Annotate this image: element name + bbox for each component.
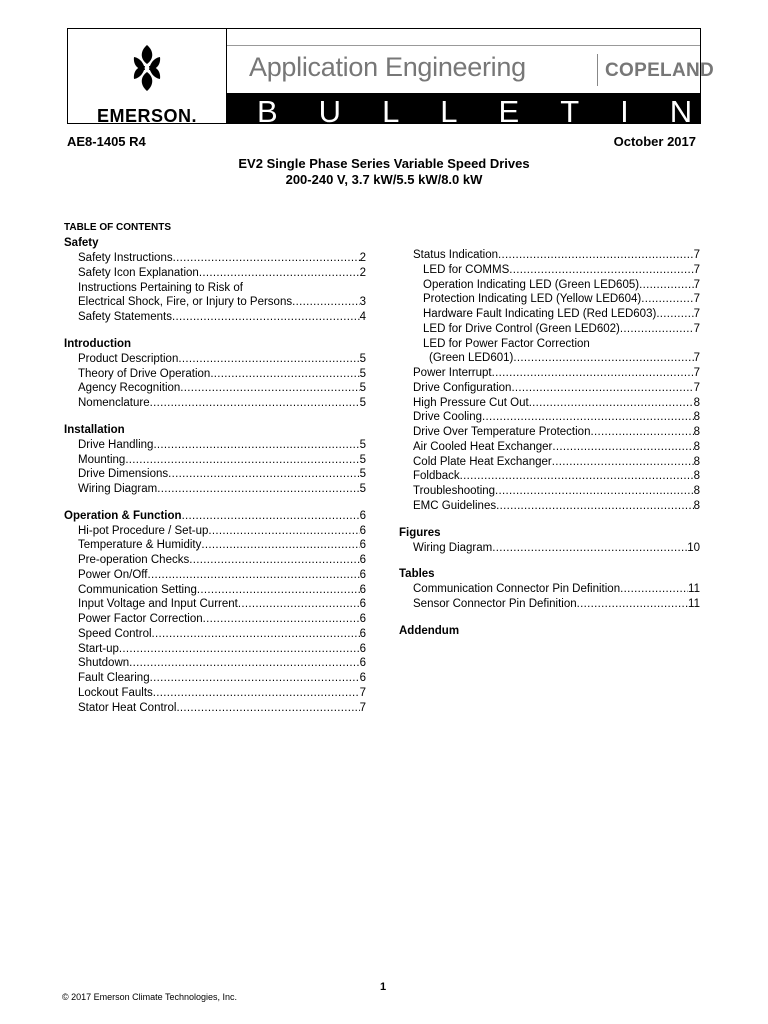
toc-dot-leader (656, 307, 693, 322)
document-title-line-1: EV2 Single Phase Series Variable Speed Drives (238, 156, 530, 171)
toc-entry-communication-connector-pin-definition[interactable] (399, 582, 700, 597)
toc-entry-page: 6 (359, 568, 366, 581)
toc-entry-shutdown[interactable] (64, 656, 366, 671)
toc-entry-foldback[interactable] (399, 469, 700, 484)
toc-entry-title: Wiring Diagram (78, 483, 158, 495)
toc-entry-title: Drive Handling (78, 438, 154, 451)
toc-entry-page: 2 (359, 252, 366, 264)
toc-entry-page: 7 (693, 352, 700, 365)
toc-entry-title: Foldback (413, 470, 460, 483)
toc-entry-title: Power On/Off (78, 568, 148, 581)
toc-dot-leader (529, 396, 694, 411)
toc-entry-title: Stator Heat Control (78, 701, 177, 714)
toc-entry-title: Input Voltage and Input Current (78, 598, 238, 611)
toc-dot-leader (178, 352, 359, 367)
toc-entry-page: 7 (693, 293, 700, 306)
toc-entry-title: EMC Guidelines (413, 499, 497, 512)
toc-dot-leader (153, 438, 359, 453)
toc-entry-title: Electrical Shock, Fire, or Injury to Persons (78, 296, 293, 309)
document-id: AE8-1405 R4 (67, 134, 146, 149)
toc-entry-page: 5 (359, 453, 366, 466)
toc-dot-leader (641, 292, 693, 307)
page-number: 1 (380, 981, 387, 993)
toc-dot-leader (172, 310, 360, 325)
emerson-logo-mark-icon (130, 43, 164, 93)
toc-entry-title: Pre-operation Checks (78, 554, 190, 566)
toc-entry-operation-indicating-led-green-led605[interactable] (399, 278, 700, 293)
toc-entry-title: Safety Instructions (78, 252, 173, 264)
toc-entry-sensor-connector-pin-definition[interactable] (399, 597, 700, 612)
toc-dot-leader (292, 295, 359, 310)
toc-dot-leader (492, 366, 694, 381)
toc-entry-wiring-diagram[interactable] (64, 482, 366, 497)
toc-entry-communication-setting[interactable] (64, 583, 366, 598)
bulletin-header (67, 28, 734, 129)
toc-entry-page: 5 (359, 438, 366, 451)
toc-entry-title: Theory of Drive Operation (78, 367, 211, 380)
toc-entry-title: High Pressure Cut Out (413, 396, 529, 409)
toc-entry-page: 7 (693, 367, 700, 379)
toc-entry-electrical-shock-fire-or-injury-to-persons[interactable] (64, 295, 366, 310)
emerson-logo (68, 29, 227, 126)
toc-entry-input-voltage-and-input-current[interactable] (64, 597, 366, 612)
toc-entry-page: 7 (693, 263, 700, 276)
toc-entry-title: Product Description (78, 352, 179, 365)
toc-dot-leader (590, 425, 693, 440)
toc-entry-page: 10 (687, 541, 700, 554)
toc-entry-drive-handling[interactable] (64, 438, 366, 453)
toc-entry-status-indication[interactable] (399, 248, 700, 263)
toc-entry-text: LED for Power Factor Correction (423, 337, 590, 350)
toc-entry-page: 7 (359, 686, 366, 699)
toc-entry-title: Lockout Faults (78, 686, 153, 699)
toc-entry-page: 8 (693, 470, 700, 483)
toc-dot-leader (511, 381, 693, 396)
toc-entry-drive-dimensions[interactable] (64, 467, 366, 482)
toc-entry-emc-guidelines[interactable] (399, 499, 700, 514)
toc-dot-leader (238, 597, 360, 612)
toc-dot-leader (199, 266, 360, 281)
toc-entry-page: 5 (359, 382, 366, 395)
toc-dot-leader (182, 509, 360, 524)
toc-entry-title: Power Factor Correction (78, 613, 203, 625)
toc-entry-agency-recognition[interactable] (64, 381, 366, 396)
toc-dot-leader (150, 396, 360, 411)
toc-entry-title: Status Indication (413, 249, 499, 261)
toc-entry-page: 6 (359, 613, 366, 625)
toc-entry-safety-instructions[interactable] (64, 251, 366, 266)
toc-section-figures: Figures (399, 526, 441, 539)
toc-entry-page: 8 (693, 455, 700, 468)
toc-entry-page: 8 (693, 485, 700, 497)
toc-entry-theory-of-drive-operation[interactable] (64, 367, 366, 382)
copyright-notice: © 2017 Emerson Climate Technologies, Inc. (62, 992, 238, 1002)
toc-dot-leader (201, 538, 359, 553)
toc-dot-leader (168, 467, 359, 482)
toc-entry-title: Drive Dimensions (78, 468, 169, 481)
toc-entry-safety-icon-explanation[interactable] (64, 266, 366, 281)
toc-entry-page: 5 (359, 468, 366, 481)
bulletin-text: BULLETIN (257, 94, 734, 129)
toc-dot-leader (147, 568, 359, 583)
toc-entry-high-pressure-cut-out[interactable] (399, 396, 700, 411)
toc-entry-title: Fault Clearing (78, 672, 150, 684)
toc-entry-title: Sensor Connector Pin Definition (413, 598, 577, 610)
toc-entry-title: Safety Statements (78, 311, 172, 323)
toc-dot-leader (492, 541, 687, 556)
toc-entry-page: 11 (688, 598, 700, 610)
toc-entry-page: 6 (359, 583, 366, 596)
toc-entry-wiring-diagram[interactable] (399, 541, 700, 556)
toc-section-tables: Tables (399, 568, 435, 581)
toc-entry-title: Drive Configuration (413, 381, 512, 394)
toc-entry-page: 2 (359, 266, 366, 279)
toc-entry-page: 4 (359, 311, 366, 323)
document-date: October 2017 (613, 134, 696, 149)
toc-dot-leader (176, 701, 359, 716)
toc-entry-page: 6 (359, 554, 366, 566)
toc-entry-title: Hardware Fault Indicating LED (Red LED603) (423, 308, 657, 320)
toc-entry-fault-clearing[interactable] (64, 671, 366, 686)
toc-entry-page: 6 (359, 627, 366, 640)
emerson-logo-text: EMERSON. (96, 106, 197, 126)
application-engineering-title: Application Engineering (249, 52, 526, 82)
toc-entry-hi-pot-procedure-set-up[interactable] (64, 524, 366, 539)
toc-dot-leader (210, 367, 359, 382)
toc-dot-leader (577, 597, 688, 612)
toc-entry-speed-control[interactable] (64, 627, 366, 642)
document-title-line-2: 200-240 V, 3.7 kW/5.5 kW/8.0 kW (285, 172, 483, 187)
toc-entry-troubleshooting[interactable] (399, 484, 700, 499)
toc-right-column (399, 248, 700, 639)
toc-entry-product-description[interactable] (64, 352, 366, 367)
toc-entry-page: 7 (693, 322, 700, 335)
toc-dot-leader (157, 482, 359, 497)
toc-entry-page: 8 (693, 411, 700, 424)
toc-entry-page: 7 (693, 308, 700, 320)
toc-entry-title: LED for Drive Control (Green LED602) (423, 322, 620, 335)
brand-divider (597, 54, 598, 86)
toc-entry-title: Hi-pot Procedure / Set-up (78, 524, 209, 537)
toc-dot-leader (150, 671, 360, 686)
toc-entry-title: Speed Control (78, 627, 152, 640)
toc-entry-title: Operation & Function (64, 509, 182, 522)
toc-dot-leader (180, 381, 359, 396)
toc-dot-leader (173, 251, 360, 266)
toc-entry-page: 3 (359, 296, 366, 309)
toc-entry-title: Mounting (78, 453, 126, 466)
toc-entry-title: Temperature & Humidity (78, 539, 202, 552)
toc-entry-page: 11 (688, 583, 700, 596)
toc-dot-leader (208, 524, 359, 539)
toc-entry-title: (Green LED601) (429, 352, 514, 365)
toc-dot-leader (119, 642, 360, 657)
toc-section-installation: Installation (64, 423, 125, 436)
toc-entry-page: 7 (359, 701, 366, 714)
toc-dot-leader (482, 410, 694, 425)
toc-entry-page: 7 (693, 381, 700, 394)
toc-entry-page: 5 (359, 397, 366, 409)
toc-entry-page: 5 (359, 367, 366, 380)
toc-entry-drive-cooling[interactable] (399, 410, 700, 425)
toc-dot-leader (129, 656, 359, 671)
toc-entry-mounting[interactable] (64, 453, 366, 468)
toc-entry-safety-statements[interactable] (64, 310, 366, 325)
toc-entry-title: Air Cooled Heat Exchanger (413, 440, 553, 453)
toc-section-introduction: Introduction (64, 337, 132, 350)
toc-entry-drive-over-temperature-protection[interactable] (399, 425, 700, 440)
toc-entry-protection-indicating-led-yellow-led604[interactable] (399, 292, 700, 307)
application-engineering-banner (227, 45, 715, 93)
toc-entry-text: Instructions Pertaining to Risk of (78, 281, 243, 294)
toc-entry-nomenclature[interactable] (64, 396, 366, 411)
toc-entry-page: 6 (359, 509, 366, 522)
toc-dot-leader (513, 351, 693, 366)
toc-entry-air-cooled-heat-exchanger[interactable] (399, 440, 700, 455)
toc-entry-pre-operation-checks[interactable] (64, 553, 366, 568)
toc-entry-cold-plate-heat-exchanger[interactable] (399, 455, 700, 470)
toc-entry-title: Operation Indicating LED (Green LED605) (423, 278, 640, 291)
toc-dot-leader (153, 686, 360, 701)
toc-entry-led-for-comms[interactable] (399, 263, 700, 278)
toc-entry-page: 7 (693, 249, 700, 261)
toc-entry-title: Power Interrupt (413, 367, 492, 379)
toc-entry-page: 8 (693, 440, 700, 453)
toc-entry-title: Protection Indicating LED (Yellow LED604) (423, 293, 642, 306)
toc-entry-page: 6 (359, 598, 366, 611)
toc-entry-temperature-humidity[interactable] (64, 538, 366, 553)
toc-entry-page: 8 (693, 499, 700, 512)
toc-left-column (64, 236, 366, 715)
bulletin-bar (227, 93, 734, 129)
toc-entry-power-factor-correction[interactable] (64, 612, 366, 627)
toc-entry-title: Communication Connector Pin Definition (413, 583, 621, 596)
copeland-logo: COPELAND (605, 60, 715, 81)
toc-entry-title: Agency Recognition (78, 382, 181, 395)
toc-entry-page: 5 (359, 352, 366, 365)
toc-dot-leader (620, 322, 694, 337)
toc-entry-page: 8 (693, 396, 700, 409)
toc-entry-title: Nomenclature (78, 397, 150, 409)
toc-dot-leader (495, 484, 694, 499)
toc-entry-page: 6 (359, 672, 366, 684)
toc-entry-title: Safety Icon Explanation (78, 266, 199, 279)
toc-entry-power-interrupt[interactable] (399, 366, 700, 381)
toc-entry-operation-function[interactable] (64, 509, 366, 524)
toc-entry-start-up[interactable] (64, 642, 366, 657)
toc-entry-title: Troubleshooting (413, 485, 496, 497)
toc-entry-page: 6 (359, 657, 366, 670)
toc-dot-leader (552, 455, 694, 470)
toc-dot-leader (509, 263, 693, 278)
toc-dot-leader (552, 440, 693, 455)
toc-entry-lockout-faults[interactable] (64, 686, 366, 701)
toc-dot-leader (498, 248, 694, 263)
toc-entry-page: 5 (359, 483, 366, 495)
toc-entry-page: 7 (693, 278, 700, 291)
toc-dot-leader (496, 499, 694, 514)
toc-label: TABLE OF CONTENTS (64, 222, 172, 233)
toc-dot-leader (639, 278, 694, 293)
document-title (0, 156, 768, 188)
toc-entry-title: Drive Over Temperature Protection (413, 426, 591, 438)
toc-entry-title: Wiring Diagram (413, 541, 493, 554)
toc-section-safety: Safety (64, 237, 99, 249)
toc-dot-leader (203, 612, 360, 627)
toc-entry-title: Shutdown (78, 657, 130, 670)
toc-section-addendum: Addendum (399, 624, 460, 637)
toc-entry-green-led601[interactable] (399, 351, 700, 366)
toc-entry-title: LED for COMMS (423, 263, 510, 276)
toc-entry-title: Start-up (78, 642, 119, 655)
toc-entry-hardware-fault-indicating-led-red-led603[interactable] (399, 307, 700, 322)
toc-dot-leader (197, 583, 360, 598)
toc-entry-page: 6 (359, 524, 366, 537)
toc-entry-drive-configuration[interactable] (399, 381, 700, 396)
toc-entry-title: Drive Cooling (413, 411, 483, 424)
toc-entry-stator-heat-control[interactable] (64, 701, 366, 716)
toc-entry-power-on-off[interactable] (64, 568, 366, 583)
toc-dot-leader (152, 627, 360, 642)
toc-dot-leader (189, 553, 359, 568)
toc-dot-leader (125, 453, 359, 468)
toc-dot-leader (620, 582, 688, 597)
toc-entry-page: 6 (359, 642, 366, 655)
toc-entry-page: 6 (359, 539, 366, 552)
toc-entry-page: 8 (693, 426, 700, 438)
toc-entry-title: Cold Plate Heat Exchanger (413, 455, 552, 468)
toc-entry-title: Communication Setting (78, 583, 197, 596)
toc-dot-leader (460, 469, 694, 484)
toc-entry-led-for-drive-control-green-led602[interactable] (399, 322, 700, 337)
